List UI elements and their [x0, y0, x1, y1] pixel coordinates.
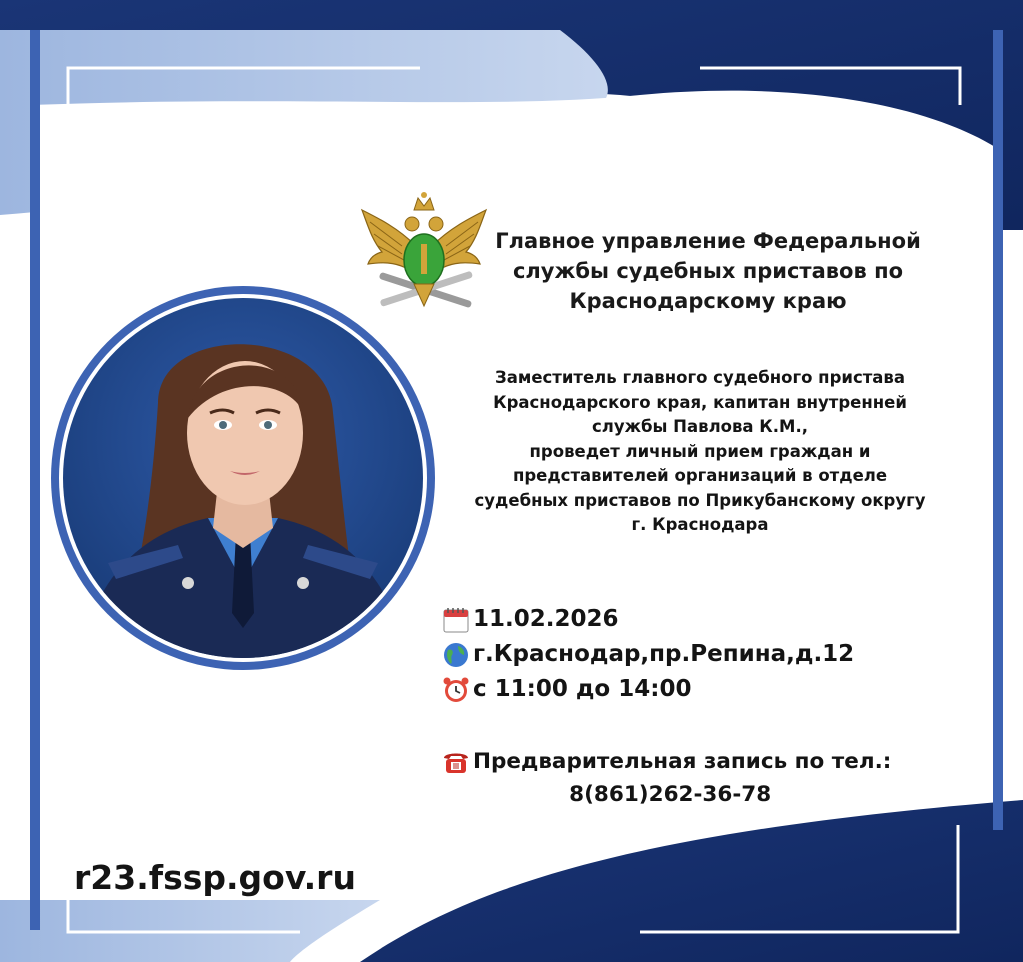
official-portrait — [48, 283, 438, 673]
booking-info — [441, 745, 891, 811]
event-address: г.Краснодар,пр.Репина,д.12 — [473, 641, 855, 667]
announcement-line: судебных приставов по Прикубанскому округу — [474, 490, 926, 510]
announcement-line: проведет личный прием граждан и — [529, 441, 871, 461]
announcement-text — [420, 366, 980, 538]
event-time: с 11:00 до 14:00 — [473, 676, 692, 702]
booking-row — [441, 745, 891, 778]
org-title-line: Краснодарскому краю — [569, 289, 847, 313]
announcement-line: службы Павлова К.М., — [591, 417, 809, 436]
announcement-line: Заместитель главного судебного пристава — [494, 368, 905, 387]
date-row — [441, 602, 854, 637]
announcement-line: представителей организаций в отделе — [512, 466, 888, 485]
org-title-line: Главное управление Федеральной — [495, 229, 921, 253]
time-row — [441, 672, 854, 707]
left-blue-border — [30, 30, 40, 930]
calendar-icon — [441, 605, 471, 635]
event-details — [441, 602, 854, 707]
globe-icon — [441, 640, 471, 670]
website-link[interactable]: r23.fssp.gov.ru — [74, 858, 356, 897]
org-title-line: службы судебных приставов по — [512, 259, 904, 283]
address-row — [441, 637, 854, 672]
booking-label: Предварительная запись по тел.: — [473, 749, 892, 774]
announcement-line: Краснодарского края, капитан внутренней — [493, 392, 907, 412]
booking-phone: 8(861)262-36-78 — [569, 782, 772, 807]
alarm-clock-icon — [441, 675, 471, 705]
telephone-icon — [441, 747, 471, 777]
announcement-line: г. Краснодара — [631, 515, 769, 534]
organization-title — [488, 226, 928, 316]
event-date: 11.02.2026 — [473, 606, 619, 632]
right-blue-border — [993, 30, 1003, 830]
